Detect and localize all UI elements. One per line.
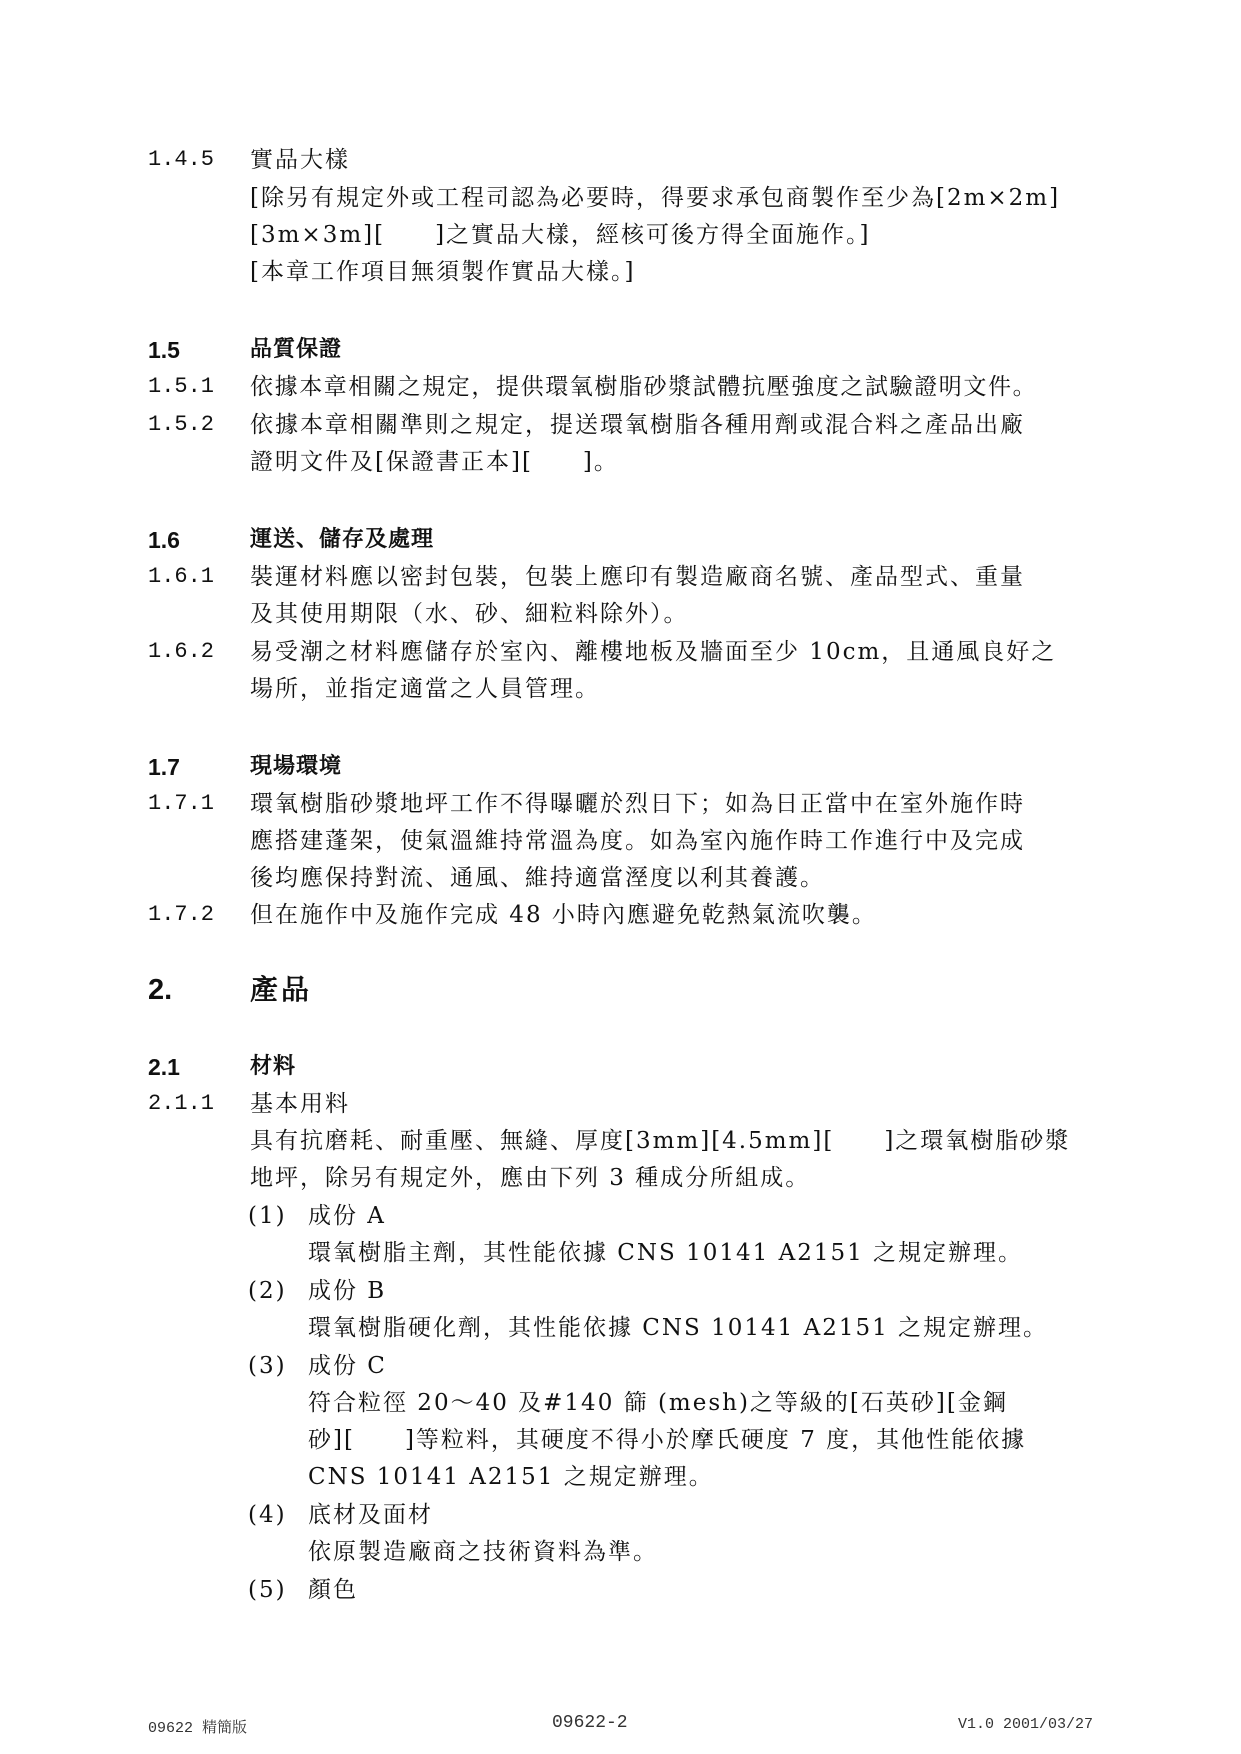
list-item-line: 砂][ ]等粒料，其硬度不得小於摩氏硬度 7 度，其他性能依據 (308, 1427, 1027, 1453)
section-heading-1-7: 現場環境 (250, 754, 343, 779)
list-item-line: 環氧樹脂主劑，其性能依據 CNS 10141 A2151 之規定辦理。 (308, 1240, 1024, 1266)
list-marker: (5) (248, 1577, 287, 1603)
paragraph-line: 裝運材料應以密封包裝，包裝上應印有製造廠商名號、產品型式、重量 (250, 564, 1025, 590)
section-number-1-7: 1.7 (148, 754, 180, 780)
paragraph-line: [本章工作項目無須製作實品大樣。] (250, 259, 636, 285)
footer-version: V1.0 2001/03/27 (958, 1716, 1094, 1733)
paragraph-line: 依據本章相關準則之規定，提送環氧樹脂各種用劑或混合料之產品出廠 (250, 412, 1025, 438)
section-heading-1-6: 運送、儲存及處理 (250, 527, 435, 552)
section-number-1-5: 1.5 (148, 337, 180, 363)
section-number-1-6: 1.6 (148, 527, 180, 553)
section-heading-2-1: 材料 (250, 1054, 297, 1079)
section-number-1-7-1: 1.7.1 (148, 791, 215, 816)
list-item-line: CNS 10141 A2151 之規定辦理。 (308, 1464, 714, 1490)
list-item-line: 環氧樹脂硬化劑，其性能依據 CNS 10141 A2151 之規定辦理。 (308, 1315, 1049, 1341)
section-title-2-1-1: 基本用料 (250, 1091, 350, 1117)
list-item-title: 成份 A (308, 1203, 386, 1229)
paragraph-line: 依據本章相關之規定，提供環氧樹脂砂漿試體抗壓強度之試驗證明文件。 (250, 374, 1038, 400)
section-number-1-6-2: 1.6.2 (148, 639, 215, 664)
paragraph-line: 場所，並指定適當之人員管理。 (250, 676, 600, 702)
footer-left: 09622 精簡版 (148, 1720, 248, 1737)
section-number-2-1-1: 2.1.1 (148, 1091, 215, 1116)
list-item-title: 成份 B (308, 1278, 387, 1304)
paragraph-line: [3m×3m][ ]之實品大樣，經核可後方得全面施作。] (250, 222, 871, 248)
paragraph-line: 應搭建蓬架，使氣溫維持常溫為度。如為室內施作時工作進行中及完成 (250, 828, 1025, 854)
section-number-1-6-1: 1.6.1 (148, 564, 215, 589)
section-heading-1-5: 品質保證 (250, 337, 343, 362)
paragraph-line: 易受潮之材料應儲存於室內、離樓地板及牆面至少 10cm，且通風良好之 (250, 639, 1057, 665)
paragraph-line: 具有抗磨耗、耐重壓、無縫、厚度[3mm][4.5mm][ ]之環氧樹脂砂漿 (250, 1128, 1071, 1154)
section-number-1-5-2: 1.5.2 (148, 412, 215, 437)
list-item-title: 顏色 (308, 1577, 358, 1603)
list-item-title: 底材及面材 (308, 1502, 433, 1528)
section-number-2-1: 2.1 (148, 1054, 180, 1080)
paragraph-line: 後均應保持對流、通風、維持適當溼度以利其養護。 (250, 865, 825, 891)
paragraph-line: 地坪，除另有規定外，應由下列 3 種成分所組成。 (250, 1165, 811, 1191)
paragraph-line: 但在施作中及施作完成 48 小時內應避免乾熱氣流吹襲。 (250, 902, 877, 928)
chapter-number-2: 2. (148, 974, 173, 1006)
paragraph-line: 證明文件及[保證書正本][ ]。 (250, 449, 619, 475)
list-marker: (1) (248, 1203, 287, 1229)
list-item-line: 依原製造廠商之技術資料為準。 (308, 1539, 658, 1565)
footer-page-number: 09622-2 (552, 1713, 628, 1733)
section-number-1-4-5: 1.4.5 (148, 147, 215, 172)
paragraph-line: 環氧樹脂砂漿地坪工作不得曝曬於烈日下；如為日正當中在室外施作時 (250, 791, 1025, 817)
list-item-line: 符合粒徑 20～40 及#140 篩 (mesh)之等級的[石英砂][金鋼 (308, 1390, 1008, 1416)
paragraph-line: 及其使用期限（水、砂、細粒料除外）。 (250, 601, 689, 627)
list-marker: (4) (248, 1502, 287, 1528)
list-item-title: 成份 C (308, 1353, 387, 1379)
list-marker: (2) (248, 1278, 287, 1304)
section-number-1-7-2: 1.7.2 (148, 902, 215, 927)
section-number-1-5-1: 1.5.1 (148, 374, 215, 399)
chapter-heading-2: 產品 (250, 973, 313, 1006)
section-title-1-4-5: 實品大樣 (250, 147, 350, 173)
list-marker: (3) (248, 1353, 287, 1379)
paragraph-line: [除另有規定外或工程司認為必要時，得要求承包商製作至少為[2m×2m] (250, 185, 1061, 211)
